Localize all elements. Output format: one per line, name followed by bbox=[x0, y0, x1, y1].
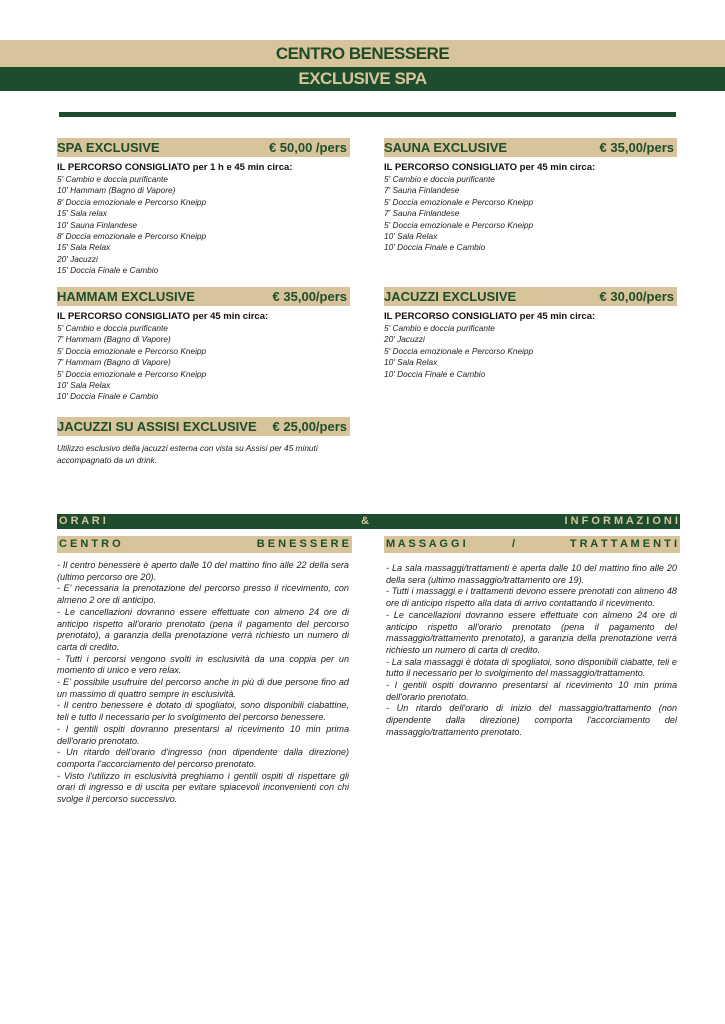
package-route: IL PERCORSO CONSIGLIATO per 45 min circa: bbox=[57, 311, 269, 322]
info-paragraph: - I gentili ospiti dovranno presentarsi al ricevimento 10 min prima dell'orario prenotato. bbox=[57, 723, 349, 746]
package-route: IL PERCORSO CONSIGLIATO per 45 min circa: bbox=[384, 162, 596, 173]
header-divider bbox=[59, 112, 676, 117]
package-step: 7' Sauna Finlandese bbox=[384, 208, 460, 219]
package-step: 10' Hammam (Bagno di Vapore) bbox=[57, 185, 176, 196]
package-step: 5' Cambio e doccia purificante bbox=[57, 323, 168, 333]
package-description: Utilizzo esclusivo della jacuzzi esterna con vista su Assisi per 45 minuti accompagnato da un drink. bbox=[57, 443, 318, 465]
package-steps bbox=[384, 174, 677, 254]
info-paragraph: - Un ritardo dell'orario d'ingresso (non dipendente dalla direzione) comporta l'accorciamento del percorso prenotato. bbox=[57, 747, 349, 769]
info-bar-ampersand: & bbox=[361, 515, 369, 527]
info-bar-right: I N F O R M A Z I O N I bbox=[564, 515, 678, 527]
info-paragraph: - E' necessaria la prenotazione del percorso presso il ricevimento, con almeno 2 ore di anticipo. bbox=[57, 583, 349, 606]
info-paragraph: - E' possibile usufruire del percorso anche in più di due persone fino ad un massimo di quattro sempre in esclusività. bbox=[57, 677, 349, 699]
package-step: 5' Doccia emozionale e Percorso Kneipp bbox=[57, 345, 207, 356]
title-line-2: EXCLUSIVE SPA bbox=[0, 67, 725, 91]
subheading-word: B E N E S S E R E bbox=[256, 538, 349, 550]
info-paragraph: - Un ritardo dell'orario di inizio del massaggio/trattamento (non dipendente dalla direzione) comporta l'accorciamento del massaggio/trattamento prenotato. bbox=[386, 703, 677, 737]
package-steps bbox=[57, 323, 350, 403]
info-paragraph: - Tutti i percorsi vengono svolti in esclusività da una coppia per un momento di unico e vero relax. bbox=[57, 653, 349, 676]
info-paragraph: - Tutti i massaggi e i trattamenti devono essere prenotati con almeno 48 ore di anticipo rispetto alla data di arrivo contattando il ricevimento. bbox=[386, 586, 677, 609]
subheading-word: T R A T T A M E N T I bbox=[569, 538, 677, 550]
package-name: SPA EXCLUSIVE bbox=[57, 140, 160, 155]
package-step: 20' Jacuzzi bbox=[384, 334, 425, 345]
package-route: IL PERCORSO CONSIGLIATO per 45 min circa: bbox=[384, 311, 596, 322]
package-name: SAUNA EXCLUSIVE bbox=[384, 140, 508, 155]
package-step: 5' Doccia emozionale e Percorso Kneipp bbox=[384, 196, 534, 207]
package-header bbox=[57, 138, 350, 157]
info-paragraph: - Visto l'utilizzo in esclusività preghiamo i gentili ospiti di rispettare gli orari di ingresso e di uscita per evitare spiacevoli inconvenienti con chi svolge il percorso successivo. bbox=[57, 770, 349, 805]
package-step: 10' Doccia Finale e Cambio bbox=[384, 242, 486, 253]
info-paragraph: - Le cancellazioni dovranno essere effettuate con almeno 24 ore di anticipo rispetto all'orario prenotato (pena il pagamento del massaggio/trattamento prenotato), a garanzia della prenotazione verrà richiesto un numero di carta di credito. bbox=[386, 609, 677, 655]
subheading-word: C E N T R O bbox=[59, 538, 121, 550]
massaggi-trattamenti-info bbox=[386, 563, 677, 739]
package-jacuzzi-assisi-exclusive bbox=[57, 417, 350, 466]
package-step: 20' Jacuzzi bbox=[57, 253, 98, 264]
package-name: JACUZZI EXCLUSIVE bbox=[384, 289, 517, 304]
package-step: 8' Doccia emozionale e Percorso Kneipp bbox=[57, 196, 207, 207]
package-name: JACUZZI SU ASSISI EXCLUSIVE bbox=[57, 419, 257, 434]
info-paragraph: - I gentili ospiti dovranno presentarsi al ricevimento 10 min prima dell'orario prenotato. bbox=[386, 680, 677, 702]
package-step: 15' Sala relax bbox=[57, 208, 108, 219]
package-steps bbox=[57, 174, 350, 277]
subheading-centro-benessere bbox=[57, 536, 352, 553]
package-step: 10' Doccia Finale e Cambio bbox=[384, 368, 486, 379]
info-paragraph: - La sala massaggi/trattamenti è aperta dalle 10 del mattino fino alle 20 della sera (ultimo massaggio/trattamento ore 19). bbox=[386, 563, 677, 585]
package-step: 10' Sauna Finlandese bbox=[57, 219, 138, 230]
subheading-word: / bbox=[512, 538, 516, 550]
centro-benessere-info bbox=[57, 560, 349, 806]
info-paragraph: - La sala massaggi è dotata di spogliatoi, sono disponibili ciabatte, teli e tutto il necessario per lo svolgimento del massaggio/trattamento. bbox=[386, 656, 677, 679]
package-header bbox=[57, 417, 350, 436]
package-step: 15' Doccia Finale e Cambio bbox=[57, 265, 159, 276]
info-bar-left: O R A R I bbox=[59, 515, 106, 527]
info-section-bar bbox=[57, 514, 680, 529]
info-paragraph: - Il centro benessere è aperto dalle 10 del mattino fino alle 22 della sera (ultimo percorso ore 20). bbox=[57, 560, 349, 582]
package-step: 8' Doccia emozionale e Percorso Kneipp bbox=[57, 231, 207, 242]
package-header bbox=[384, 138, 677, 157]
package-jacuzzi-exclusive bbox=[384, 287, 677, 380]
info-paragraph: - Le cancellazioni dovranno essere effettuate con almeno 24 ore di anticipo rispetto all'orario prenotato (pena il pagamento del percorso prenotato), a garanzia della prenotazione verrà richiesto un numero di carta di credito. bbox=[57, 606, 349, 652]
package-header bbox=[384, 287, 677, 306]
package-step: 10' Sala Relax bbox=[384, 231, 438, 242]
package-step: 5' Doccia emozionale e Percorso Kneipp bbox=[384, 219, 534, 230]
package-step: 10' Sala Relax bbox=[384, 357, 438, 368]
package-price: € 30,00/pers bbox=[599, 289, 674, 304]
package-step: 5' Doccia emozionale e Percorso Kneipp bbox=[384, 345, 534, 356]
package-step: 10' Doccia Finale e Cambio bbox=[57, 391, 159, 402]
package-step: 5' Doccia emozionale e Percorso Kneipp bbox=[57, 368, 207, 379]
package-price: € 35,00/pers bbox=[272, 289, 347, 304]
package-step: 7' Hammam (Bagno di Vapore) bbox=[57, 357, 171, 368]
subheading-massaggi-trattamenti bbox=[384, 536, 680, 553]
package-step: 10' Sala Relax bbox=[57, 380, 111, 391]
package-step: 7' Hammam (Bagno di Vapore) bbox=[57, 334, 171, 345]
package-header bbox=[57, 287, 350, 306]
package-price: € 25,00/pers bbox=[272, 419, 347, 434]
title-line-1: CENTRO BENESSERE bbox=[0, 40, 725, 67]
package-sauna-exclusive bbox=[384, 138, 677, 254]
package-price: € 50,00 /pers bbox=[268, 140, 347, 155]
package-step: 7' Sauna Finlandese bbox=[384, 185, 460, 196]
package-step: 5' Cambio e doccia purificante bbox=[57, 174, 168, 184]
package-hammam-exclusive bbox=[57, 287, 350, 403]
package-step: 5' Cambio e doccia purificante bbox=[384, 174, 495, 184]
package-name: HAMMAM EXCLUSIVE bbox=[57, 289, 195, 304]
package-step: 15' Sala Relax bbox=[57, 242, 111, 253]
package-route: IL PERCORSO CONSIGLIATO per 1 h e 45 min circa: bbox=[57, 162, 293, 173]
subheading-word: M A S S A G G I bbox=[386, 538, 466, 550]
package-step: 5' Cambio e doccia purificante bbox=[384, 323, 495, 333]
package-price: € 35,00/pers bbox=[599, 140, 674, 155]
info-paragraph: - Il centro benessere è dotato di spogliatoi, sono disponibili ciabattine, teli e tutto il necessario per lo svolgimento del percorso benessere. bbox=[57, 700, 349, 723]
package-spa-exclusive bbox=[57, 138, 350, 277]
package-steps bbox=[384, 323, 677, 380]
